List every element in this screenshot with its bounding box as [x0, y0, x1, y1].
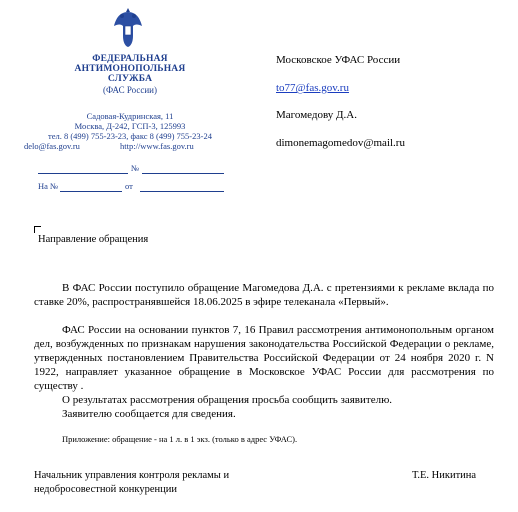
org-address-line-2: Москва, Д-242, ГСП-3, 125993 — [74, 121, 186, 131]
reg-num-line — [142, 173, 224, 174]
addressee-1-email[interactable]: to77@fas.gov.ru — [276, 82, 349, 94]
reg-date-line — [38, 173, 128, 174]
body-paragraph-3: О результатах рассмотрения обращения просьба сообщить заявителю. — [62, 394, 393, 406]
signer-position-line-1: Начальник управления контроля рекламы и — [34, 470, 230, 481]
signer-position-line-2: недобросовестной конкуренции — [34, 484, 177, 495]
org-address-line-1: Садовая-Кудринская, 11 — [86, 111, 174, 121]
body-paragraph-1: В ФАС России поступило обращение Магомедова Д.А. с претензиями к рекламе вклада по ставке 20%, распространявшейся 18.06.2025 в эфире телеканала «Первый». — [34, 282, 494, 308]
signer-name: Т.Е. Никитина — [412, 470, 477, 481]
org-email[interactable]: delo@fas.gov.ru — [24, 141, 80, 151]
from-label: от — [125, 181, 133, 191]
subject-corner-mark — [34, 226, 41, 233]
body-paragraph-4: Заявителю сообщается для сведения. — [62, 408, 236, 420]
addressee-1: Московское УФАС России — [276, 54, 401, 66]
emblem-icon — [112, 6, 144, 48]
addressee-2: Магомедову Д.А. — [276, 109, 358, 121]
org-short-name: (ФАС России) — [103, 85, 157, 95]
from-line — [140, 191, 224, 192]
subject-line: Направление обращения — [38, 234, 149, 245]
on-num-label: На № — [38, 181, 59, 191]
org-name-line-1: ФЕДЕРАЛЬНАЯ — [92, 54, 168, 64]
reg-num-label: № — [131, 163, 140, 173]
org-site[interactable]: http://www.fas.gov.ru — [120, 141, 194, 151]
on-num-line — [60, 191, 122, 192]
body-paragraph-2: ФАС России на основании пунктов 7, 16 Правил рассмотрения антимонопольным органом дел, возбужденных по признакам нарушения законодательства Российской Федерации о рекламе, утвержденных постановлением Правительства Российской Федерации от 24 ноября 2020 г. N 1922, направляет указанное обращение в Московское УФАС России для рассмотрения по существу . — [34, 324, 494, 392]
org-phone-fax: тел. 8 (499) 755-23-23, факс 8 (499) 755-23-24 — [48, 131, 212, 141]
attachment-note: Приложение: обращение - на 1 л. в 1 экз. (только в адрес УФАС). — [62, 434, 298, 444]
addressee-2-email[interactable]: dimonemagomedov@mail.ru — [276, 137, 405, 149]
org-name-line-3: СЛУЖБА — [107, 74, 153, 84]
org-name-line-2: АНТИМОНОПОЛЬНАЯ — [74, 64, 186, 74]
